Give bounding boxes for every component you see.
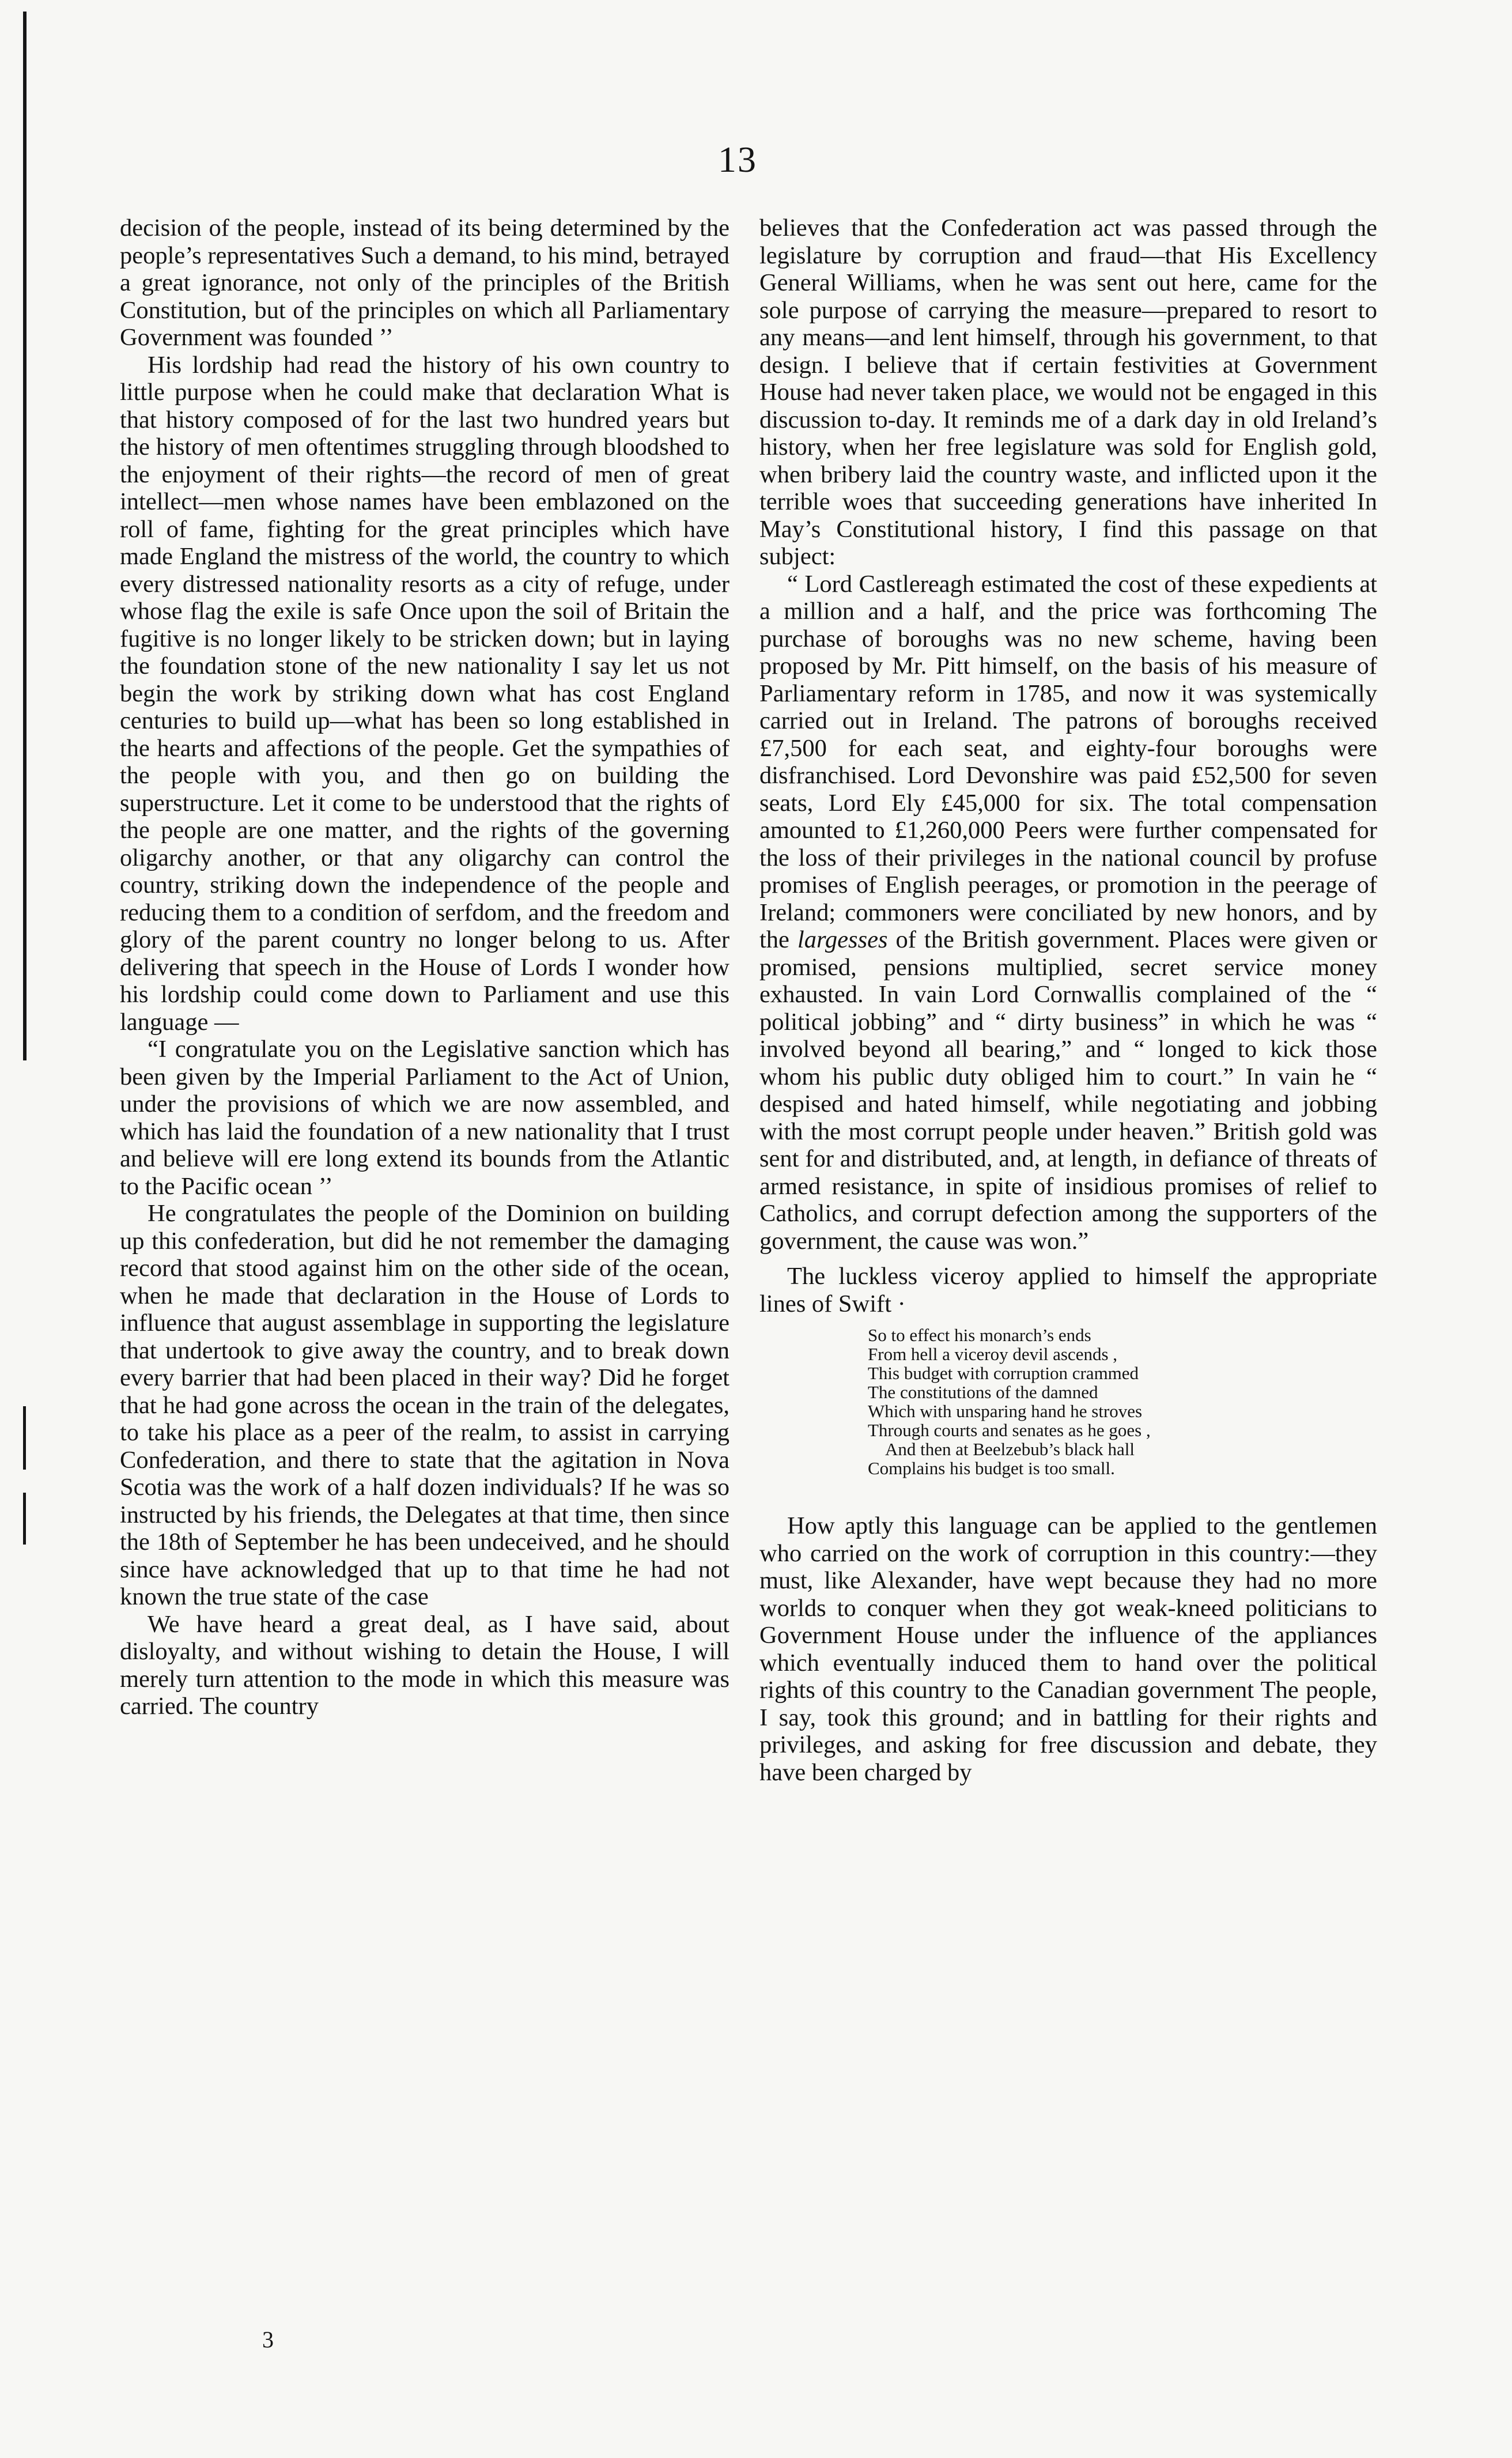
left-margin-rule-lower-2 <box>23 1493 26 1545</box>
signature-mark: 3 <box>262 2327 274 2353</box>
left-margin-rule <box>23 12 27 1060</box>
verse-line: So to effect his monarch’s ends <box>868 1325 1091 1345</box>
verse-line: Complains his budget is too small. <box>868 1458 1115 1478</box>
quote-italic-word: largesses <box>797 926 888 953</box>
quoted-passage <box>759 571 1377 1255</box>
verse-line: From hell a viceroy devil ascends , <box>868 1344 1118 1364</box>
paragraph: His lordship had read the history of his own country to little purpose when he could make that declaration What is that history composed of for the last two hundred years but the history of men oftentimes struggling through bloodshed to the enjoyment of their rights—the record of men of great intellect—men whose names have been emblazoned on the roll of fame, fighting for the great principles which have made England the mistress of the world, the country to which every distressed nationality resorts as a city of refuge, under whose flag the exile is safe Once upon the soil of Britain the fugitive is no longer likely to be stricken down; but in laying the foundation stone of the new nationality I say let us not begin the work by striking down what has cost England centuries to build up—what has been so long established in the hearts and affections of the people. Get the sympathies of the people with you, and then go on building the superstructure. Let it come to be understood that the rights of the people are one matter, and the rights of the governing oligarchy another, or that any oligarchy can control the country, striking down the independence of the people and reducing them to a condition of serfdom, and the freedom and glory of the parent country no longer belong to us. After delivering that speech in the House of Lords I wonder how his lordship could come down to Parliament and use this language — <box>120 351 729 1036</box>
paragraph: We have heard a great deal, as I have said, about disloyalty, and without wishing to detain the House, I will merely turn attention to the mode in which this measure was carried. The country <box>120 1610 729 1720</box>
left-margin-rule-lower <box>23 1406 26 1470</box>
verse-line: This budget with corruption crammed <box>868 1363 1139 1383</box>
quote-text: of the British government. Places were given or promised, pensions multiplied, secret service money exhausted. In vain Lord Cornwallis complained of the “ political jobbing” and “ dirty business” in which he was “ involved beyond all bearing,” and “ longed to kick those whom his public duty obliged him to court.” In vain he “ despised and hated himself, while negotiating and jobbing with the most corrupt people under heaven.” British gold was sent for and distributed, and, at length, in defiance of threats of armed resistance, in spite of insidious promises of relief to Catholics, and corrupt defection among the supporters of the government, the cause was won.” <box>759 926 1377 1255</box>
page-number: 13 <box>718 139 757 180</box>
paragraph: He congratulates the people of the Dominion on building up this confederation, but did he not remember the damaging record that stood against him on the other side of the ocean, when he made that declaration in the House of Lords to influence that august assemblage in supporting the legislature that undertook to give away the country, and to break down every barrier that had been placed in their way? Did he forget that he had gone across the ocean in the train of the delegates, to take his place as a peer of the realm, to assist in carrying Confederation, and there to state that the agitation in Nova Scotia was the work of a half dozen individuals? If he was so instructed by his friends, the Delegates at that time, then since the 18th of September he has been undeceived, and he should since have acknowledged that up to that time he had not known the true state of the case <box>120 1200 729 1610</box>
verse-block <box>868 1326 1377 1478</box>
verse-line: Through courts and senates as he goes , <box>868 1420 1151 1440</box>
paragraph: How aptly this language can be applied to the gentlemen who carried on the work of corruption in this country:—they must, like Alexander, have wept because they had no more worlds to conquer when they got weak-kneed politicians to Government House under the influence of the appliances which eventually induced them to hand over the political rights of this country to the Canadian government The people, I say, took this ground; and in battling for their rights and privileges, and asking for free discussion and debate, they have been charged by <box>759 1512 1377 1786</box>
quote-text: “ Lord Castlereagh estimated the cost of these expedients at a million and a half, and the price was forthcoming The purchase of boroughs was no new scheme, having been proposed by Mr. Pitt himself, on the basis of his measure of Parliamentary reform in 1785, and now it was systemically carried out in Ireland. The patrons of boroughs received £7,500 for each seat, and eighty-four boroughs were disfranchised. Lord Devonshire was paid £52,500 for seven seats, Lord Ely £45,000 for six. The total compensation amounted to £1,260,000 Peers were further compensated for the loss of their privileges in the national council by profuse promises of English peerages, or promotion in the peerage of Ireland; commoners were conciliated by new honors, and by the <box>759 570 1377 953</box>
paragraph: decision of the people, instead of its being determined by the people’s representatives Such a demand, to his mind, betrayed a great ignorance, not only of the principles of the British Constitution, but of the principles on which all Parliamentary Government was founded ’’ <box>120 214 729 351</box>
paragraph: The luckless viceroy applied to himself the appropriate lines of Swift · <box>759 1263 1377 1317</box>
verse-line: The constitutions of the damned <box>868 1382 1098 1402</box>
left-column <box>120 214 729 1720</box>
verse-line: And then at Beelzebub’s black hall <box>885 1439 1135 1459</box>
quoted-paragraph: “I congratulate you on the Legislative sanction which has been given by the Imperial Parliament to the Act of Union, under the provisions of which we are now assembled, and which has laid the foundation of a new nationality that I trust and believe will ere long extend its bounds from the Atlantic to the Pacific ocean ’’ <box>120 1036 729 1200</box>
right-column <box>759 214 1377 1786</box>
verse-line: Which with unsparing hand he stroves <box>868 1401 1143 1421</box>
paragraph: believes that the Confederation act was passed through the legislature by corruption and fraud—that His Excellency General Williams, when he was sent out here, came for the sole purpose of carrying the measure—prepared to resort to any means—and lent himself, through his government, to that design. I believe that if certain festivities at Government House had never taken place, we would not be engaged in this discussion to-day. It reminds me of a dark day in old Ireland’s history, when her free legislature was sold for English gold, when bribery laid the country waste, and inflicted upon it the terrible woes that succeeding generations have inherited In May’s Constitutional history, I find this passage on that subject: <box>759 214 1377 570</box>
